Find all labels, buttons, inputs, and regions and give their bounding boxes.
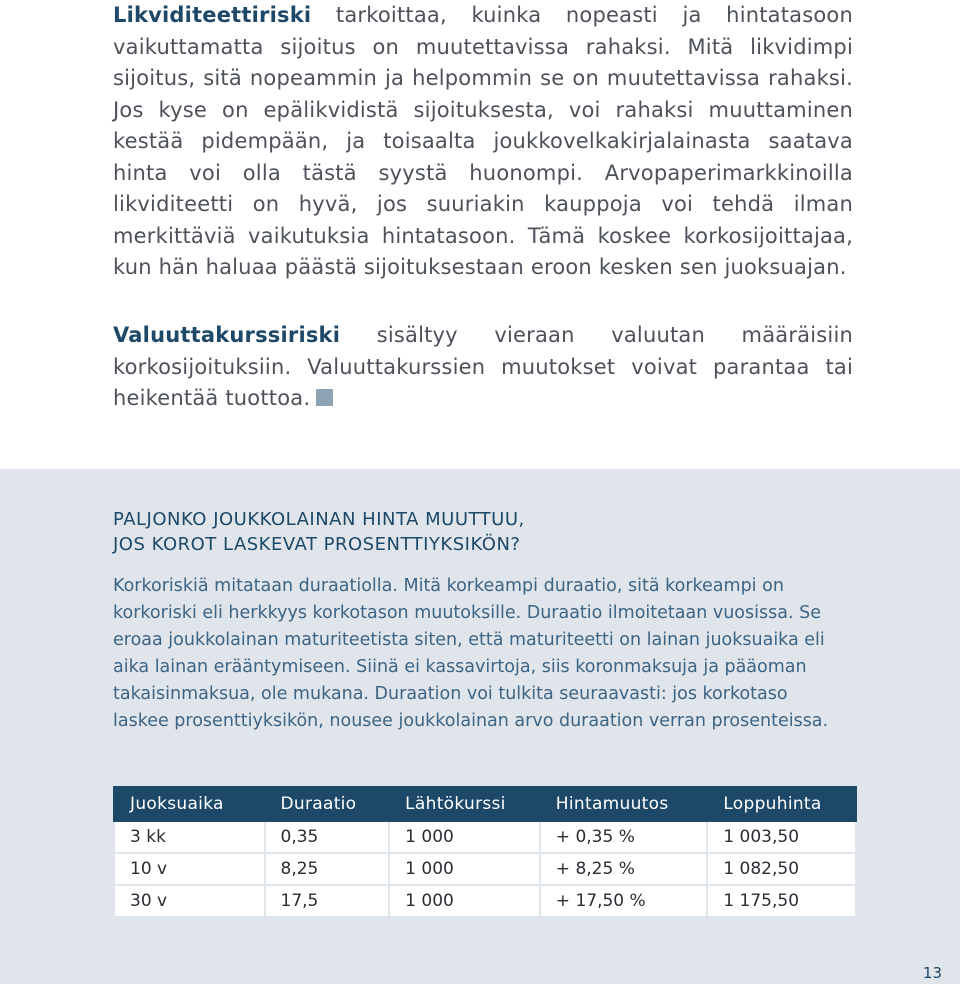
table-cell: 1 000 (389, 885, 540, 917)
table-cell: + 17,50 % (540, 885, 708, 917)
table-row (114, 885, 856, 917)
table-cell: 17,5 (265, 885, 390, 917)
table-cell: 1 000 (389, 853, 540, 885)
box-heading-line-2: JOS KOROT LASKEVAT PROSENTTIYKSIKÖN? (113, 534, 521, 555)
table-cell: 10 v (114, 853, 265, 885)
end-of-article-square-icon (316, 389, 333, 406)
paragraph-text: sisältyy vieraan valuutan määräisiin korkosijoituksiin. Valuuttakurssien muutokset voivat parantaa tai heikentää tuottoa. (113, 323, 853, 410)
paragraph-text: tarkoittaa, kuinka nopeasti ja hintatasoon vaikuttamatta sijoitus on muutettavissa rahaksi. Mitä likvidimpi sijoitus, sitä nopeammin ja helpommin se on muutettavissa rahaksi. Jos kyse on epälikvidistä sijoituksesta, voi rahaksi muuttaminen kestää pidempään, ja toisaalta joukkovelkakirjalainasta saatava hinta voi olla tästä syystä huonompi. Arvopaperimarkkinoilla likviditeetti on hyvä, jos suuriakin kauppoja voi tehdä ilman merkittäviä vaikutuksia hintatasoon. Tämä koskee korkosijoittajaa, kun hän haluaa päästä sijoituksestaan eroon kesken sen juoksuajan. (113, 3, 853, 279)
table-cell: 30 v (114, 885, 265, 917)
table-cell: 1 003,50 (707, 821, 856, 853)
table-header-cell: Hintamuutos (540, 787, 708, 821)
term-liquidity-risk: Likviditeettiriski (113, 3, 312, 27)
table-header-row (114, 787, 856, 821)
table-cell: 3 kk (114, 821, 265, 853)
table-header-cell: Loppuhinta (707, 787, 856, 821)
term-currency-risk: Valuuttakurssiriski (113, 323, 341, 347)
page-number: 13 (922, 964, 942, 982)
table-cell: + 0,35 % (540, 821, 708, 853)
box-text: Korkoriskiä mitataan duraatiolla. Mitä korkeampi duraatio, sitä korkeampi on korkoriski eli herkkyys korkotason muutoksille. Duraatio ilmoitetaan vuosissa. Se eroaa joukkolainan maturiteetista siten, että maturiteetti on lainan juoksuaika eli aika lainan erääntymiseen. Siinä ei kassavirtoja, siis koronmaksuja ja pääoman takaisinmaksua, ole mukana. Duraation voi tulkita seuraavasti: jos korkotaso laskee prosenttiyksikön, nousee joukkolainan arvo duraation verran prosenteissa. (113, 576, 829, 731)
table-cell: 1 000 (389, 821, 540, 853)
table-header-cell: Lähtökurssi (389, 787, 540, 821)
table-row (114, 821, 856, 853)
table-header-cell: Duraatio (265, 787, 390, 821)
paragraph-currency-risk (113, 320, 853, 415)
table-row (114, 853, 856, 885)
table-header-cell: Juoksuaika (114, 787, 265, 821)
table-cell: 1 175,50 (707, 885, 856, 917)
info-box (0, 469, 960, 984)
box-heading (113, 507, 853, 557)
table-cell: 1 082,50 (707, 853, 856, 885)
table-cell: 8,25 (265, 853, 390, 885)
table-cell: + 8,25 % (540, 853, 708, 885)
paragraph-liquidity-risk (113, 0, 853, 284)
duration-table (113, 786, 857, 918)
box-heading-line-1: PALJONKO JOUKKOLAINAN HINTA MUUTTUU, (113, 509, 525, 530)
table-cell: 0,35 (265, 821, 390, 853)
